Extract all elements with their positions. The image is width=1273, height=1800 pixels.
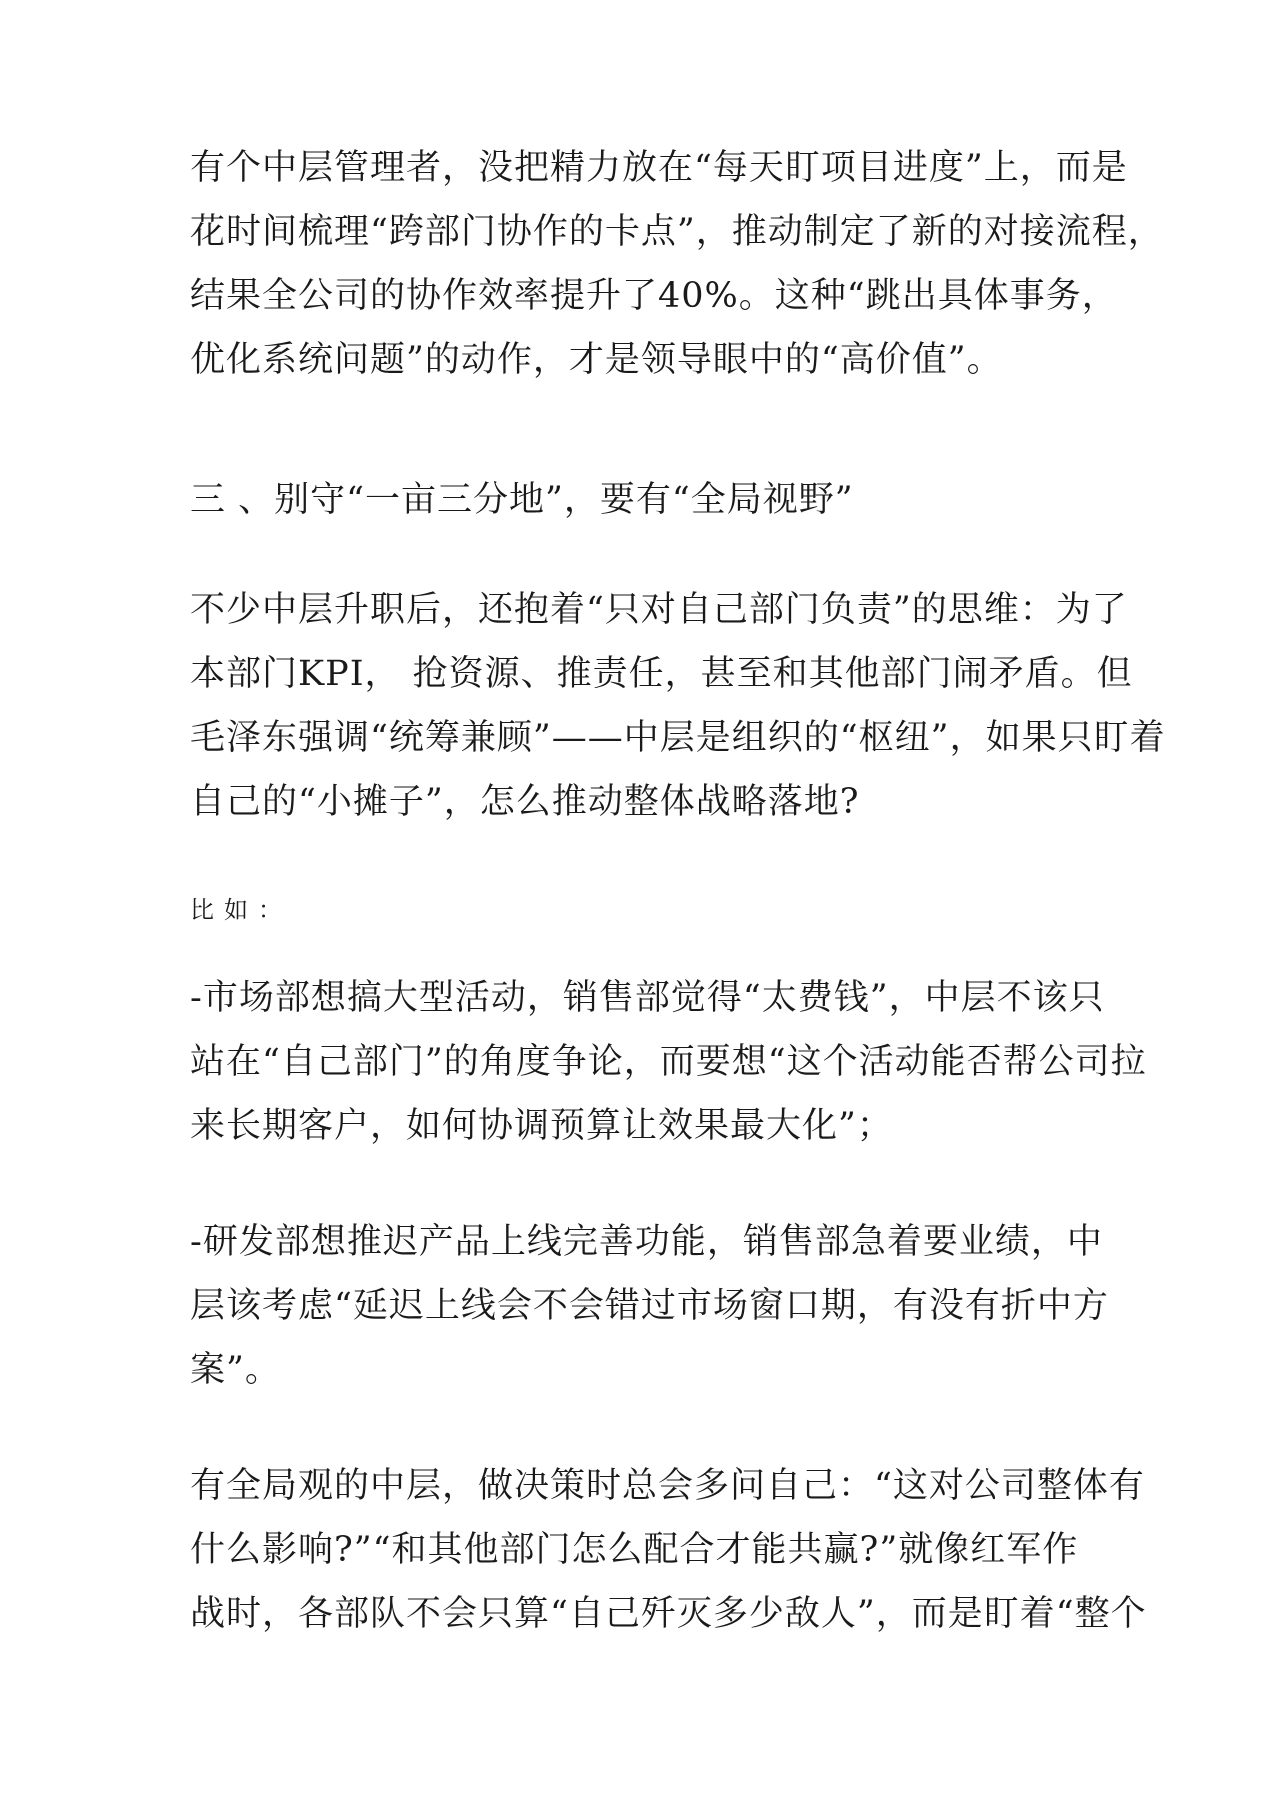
paragraph-marketing-example [190, 966, 1147, 1158]
paragraph-department-thinking [190, 578, 1166, 834]
section-heading-text: 三 、别守“一亩三分地”，要有“全局视野” [190, 480, 854, 520]
text-line: 什么影响?”“和其他部门怎么配合才能共赢?”就像红军作 [190, 1530, 1079, 1570]
paragraph-global-view [190, 1454, 1147, 1646]
paragraph-rnd-example [190, 1210, 1109, 1402]
text-line: -市场部想搞大型活动，销售部觉得“太费钱”，中层不该只 [190, 978, 1105, 1018]
text-line: 花时间梳理“跨部门协作的卡点”，推动制定了新的对接流程， [190, 212, 1164, 252]
text-line: 自己的“小摊子”，怎么推动整体战略落地? [190, 782, 860, 822]
text-line: 比如： [190, 896, 292, 924]
paragraph-middle-manager-example [190, 136, 1164, 392]
text-line: 毛泽东强调“统筹兼顾”——中层是组织的“枢纽”，如果只盯着 [190, 718, 1166, 758]
section-heading-three [190, 468, 1090, 532]
paragraph-for-example [190, 878, 1090, 942]
text-line: 来长期客户，如何协调预算让效果最大化”； [190, 1106, 893, 1146]
text-line: 结果全公司的协作效率提升了40%。这种“跳出具体事务， [190, 276, 1118, 316]
text-line: 不少中层升职后，还抱着“只对自己部门负责”的思维：为了 [190, 590, 1128, 630]
text-line: 有全局观的中层，做决策时总会多问自己：“这对公司整体有 [190, 1466, 1145, 1506]
text-line: 案”。 [190, 1350, 281, 1390]
text-line: 优化系统问题”的动作，才是领导眼中的“高价值”。 [190, 340, 1003, 380]
text-line: 战时，各部队不会只算“自己歼灭多少敌人”，而是盯着“整个 [190, 1594, 1147, 1634]
text-line: -研发部想推迟产品上线完善功能，销售部急着要业绩，中 [190, 1222, 1103, 1262]
text-line: 站在“自己部门”的角度争论，而要想“这个活动能否帮公司拉 [190, 1042, 1147, 1082]
text-line: 本部门KPI， 抢资源、推责任，甚至和其他部门闹矛盾。但 [190, 654, 1133, 694]
text-line: 层该考虑“延迟上线会不会错过市场窗口期，有没有折中方 [190, 1286, 1109, 1326]
text-line: 有个中层管理者，没把精力放在“每天盯项目进度”上，而是 [190, 148, 1128, 188]
